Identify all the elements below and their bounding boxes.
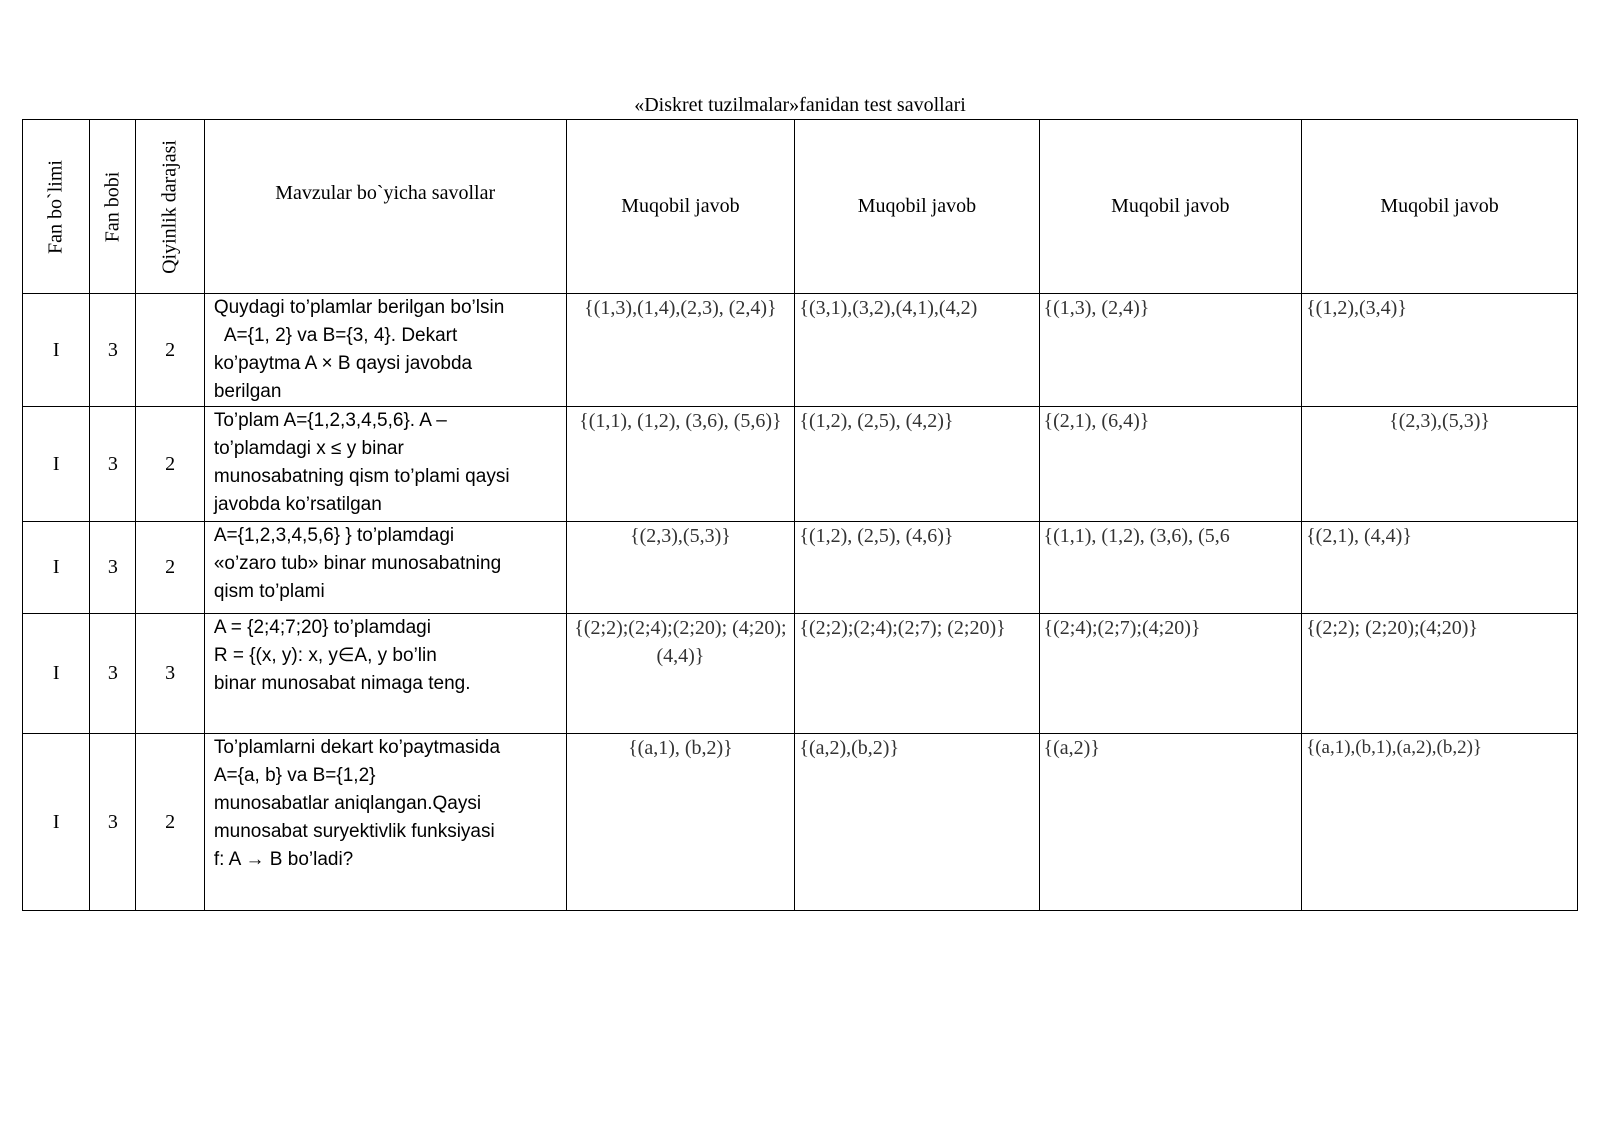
question-line: A={1,2,3,4,5,6} } to’plamdagi xyxy=(213,525,455,546)
cell-answer-1: {(2;2);(2;4);(2;20); (4;20);(4,4)} xyxy=(566,614,795,734)
cell-daraja: 2 xyxy=(136,734,204,911)
cell-bolim: I xyxy=(23,407,90,522)
cell-question xyxy=(204,522,566,614)
cell-bob: 3 xyxy=(90,522,136,614)
header-javob-3: Muqobil javob xyxy=(1039,120,1302,294)
cell-answer-2: {(1,2), (2,5), (4,2)} xyxy=(795,407,1039,522)
question-line: binar munosabat nimaga teng. xyxy=(213,673,471,694)
question-line: qism to’plami xyxy=(213,581,325,602)
cell-daraja: 3 xyxy=(136,614,204,734)
header-qiyinlik xyxy=(136,120,204,294)
cell-answer-3: {(2,1), (6,4)} xyxy=(1039,407,1302,522)
header-row xyxy=(23,120,1578,294)
header-javob-4: Muqobil javob xyxy=(1302,120,1578,294)
table-row xyxy=(23,614,1578,734)
header-savollar: Mavzular bo`yicha savollar xyxy=(204,120,566,294)
question-line: ko’paytma A × B qaysi javobda xyxy=(213,353,473,374)
cell-bolim: I xyxy=(23,614,90,734)
cell-answer-4: {(2,1), (4,4)} xyxy=(1302,522,1578,614)
cell-bolim: I xyxy=(23,294,90,407)
cell-bob: 3 xyxy=(90,614,136,734)
cell-answer-1: {(1,1), (1,2), (3,6), (5,6)} xyxy=(566,407,795,522)
cell-bolim: I xyxy=(23,734,90,911)
question-line: A = {2;4;7;20} to’plamdagi xyxy=(213,617,431,638)
question-line: R = {(x, y): x, y∈A, y bo’lin xyxy=(213,645,437,666)
question-line: to’plamdagi x ≤ y binar xyxy=(213,438,404,459)
cell-answer-1: {(1,3),(1,4),(2,3), (2,4)} xyxy=(566,294,795,407)
header-fan-bobi xyxy=(90,120,136,294)
cell-answer-4: {(a,1),(b,1),(a,2),(b,2)} xyxy=(1302,734,1578,911)
cell-daraja: 2 xyxy=(136,522,204,614)
cell-daraja: 2 xyxy=(136,294,204,407)
cell-answer-2: {(3,1),(3,2),(4,1),(4,2) xyxy=(795,294,1039,407)
cell-answer-2: {(2;2);(2;4);(2;7); (2;20)} xyxy=(795,614,1039,734)
table-row xyxy=(23,294,1578,407)
cell-answer-2: {(1,2), (2,5), (4,6)} xyxy=(795,522,1039,614)
cell-bob: 3 xyxy=(90,294,136,407)
question-line: To’plam A={1,2,3,4,5,6}. A – xyxy=(213,410,447,431)
question-line: munosabatlar aniqlangan.Qaysi xyxy=(213,793,482,814)
cell-answer-2: {(a,2),(b,2)} xyxy=(795,734,1039,911)
cell-answer-3: {(2;4);(2;7);(4;20)} xyxy=(1039,614,1302,734)
header-qiyinlik-label: Qiyinlik darajasi xyxy=(158,139,181,274)
cell-question xyxy=(204,614,566,734)
cell-bob: 3 xyxy=(90,734,136,911)
question-line: munosabatning qism to’plami qaysi xyxy=(213,466,510,487)
question-line: Quydagi to’plamlar berilgan bo’lsin xyxy=(213,297,505,318)
question-line: To’plamlarni dekart ko’paytmasida xyxy=(213,737,501,758)
cell-question xyxy=(204,734,566,911)
header-fan-bolimi xyxy=(23,120,90,294)
cell-answer-1: {(2,3),(5,3)} xyxy=(566,522,795,614)
header-javob-2: Muqobil javob xyxy=(795,120,1039,294)
table-row xyxy=(23,734,1578,911)
table-row xyxy=(23,407,1578,522)
cell-daraja: 2 xyxy=(136,407,204,522)
cell-answer-3: {(1,3), (2,4)} xyxy=(1039,294,1302,407)
cell-answer-3: {(a,2)} xyxy=(1039,734,1302,911)
question-line: A={a, b} va B={1,2} xyxy=(213,765,376,786)
page-title: «Diskret tuzilmalar»fanidan test savollari xyxy=(634,94,966,116)
question-line: javobda ko’rsatilgan xyxy=(213,494,382,515)
questions-table xyxy=(22,119,1578,911)
cell-question xyxy=(204,407,566,522)
cell-answer-4: {(2;2); (2;20);(4;20)} xyxy=(1302,614,1578,734)
cell-answer-4: {(1,2),(3,4)} xyxy=(1302,294,1578,407)
question-line: f: A → B bo’ladi? xyxy=(213,849,354,870)
header-fan-bolimi-label: Fan bo`limi xyxy=(44,159,67,254)
table-row xyxy=(23,522,1578,614)
cell-question xyxy=(204,294,566,407)
cell-answer-4: {(2,3),(5,3)} xyxy=(1302,407,1578,522)
question-line: A={1, 2} va B={3, 4}. Dekart xyxy=(223,325,458,346)
cell-bob: 3 xyxy=(90,407,136,522)
cell-answer-3: {(1,1), (1,2), (3,6), (5,6 xyxy=(1039,522,1302,614)
question-line: berilgan xyxy=(213,381,282,402)
cell-bolim: I xyxy=(23,522,90,614)
header-fan-bobi-label: Fan bobi xyxy=(101,171,124,242)
question-line: munosabat suryektivlik funksiyasi xyxy=(213,821,495,842)
cell-answer-1: {(a,1), (b,2)} xyxy=(566,734,795,911)
header-javob-1: Muqobil javob xyxy=(566,120,795,294)
question-line: «o’zaro tub» binar munosabatning xyxy=(213,553,502,574)
